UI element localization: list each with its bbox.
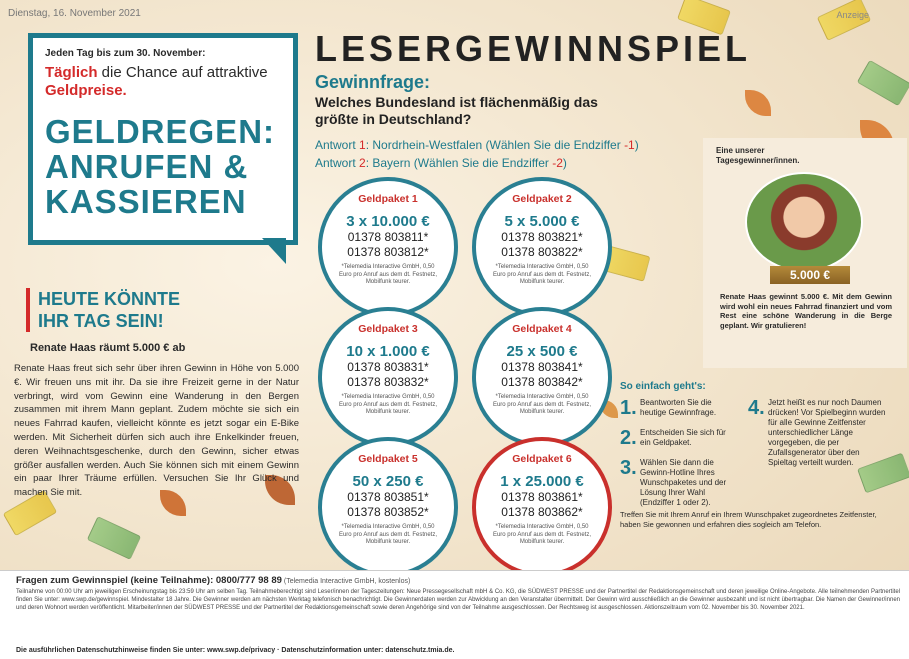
step-text: Beantworten Sie die heutige Gewinnfrage. [640, 398, 717, 417]
package-fineprint: *Telemedia Interactive GmbH, 0,50 Euro pro Anruf aus dem dt. Festnetz, Mobilfunk teurer. [492, 524, 592, 545]
hotline-number: 01378 803842* [501, 375, 583, 389]
winner-caption: Eine unserer Tagesgewinner/innen. [716, 146, 800, 165]
package-circle-6 [472, 437, 612, 577]
package-circle-1 [318, 177, 458, 317]
answer-text: : Bayern (Wählen Sie die Endziffer [365, 156, 553, 170]
step-number: 4. [748, 397, 765, 419]
ad-label: Anzeige [836, 10, 869, 20]
hotline-number: 01378 803841* [501, 360, 583, 374]
promo-headline-line3: KASSIEREN [45, 183, 247, 220]
package-circle-4 [472, 307, 612, 447]
speech-bubble-tail [262, 238, 286, 264]
package-label: Geldpaket 4 [512, 323, 572, 335]
story-heading [26, 288, 286, 332]
question-label: Gewinnfrage: [315, 72, 431, 92]
package-circle-3 [318, 307, 458, 447]
winner-amount-ribbon: 5.000 € [770, 266, 850, 284]
promo-headline [45, 114, 295, 219]
promo-box [28, 33, 298, 245]
package-amount: 5 x 5.000 € [504, 213, 580, 230]
promo-chance-mid: die Chance auf attraktive [97, 64, 268, 81]
issue-date: Dienstag, 16. November 2021 [8, 8, 141, 19]
answer-number: 2 [359, 156, 366, 170]
story-heading-line2: IHR TAG SEIN! [38, 311, 164, 331]
package-fineprint: *Telemedia Interactive GmbH, 0,50 Euro pro Anruf aus dem dt. Festnetz, Mobilfunk teurer. [338, 524, 438, 545]
hotline-number: 01378 803862* [501, 505, 583, 519]
winner-photo [745, 172, 863, 272]
story-lead: Renate Haas räumt 5.000 € ab [30, 342, 186, 354]
package-amount: 3 x 10.000 € [346, 213, 430, 230]
promo-subtitle: Jeden Tag bis zum 30. November: [45, 48, 206, 59]
package-label: Geldpaket 1 [358, 193, 418, 205]
leaf-decoration [745, 90, 771, 116]
package-label: Geldpaket 3 [358, 323, 418, 335]
answer-code: -1 [624, 138, 635, 152]
hotline-number: 01378 803811* [347, 230, 429, 244]
package-amount: 1 x 25.000 € [500, 473, 584, 490]
footer-hotline: Fragen zum Gewinnspiel (keine Teilnahme): 0800/777 98 89 [16, 575, 282, 586]
hotline-number: 01378 803851* [347, 490, 429, 504]
banknote-decoration [817, 0, 871, 41]
hotline-number: 01378 803831* [347, 360, 429, 374]
footer-heading [16, 575, 410, 586]
hotline-number: 01378 803822* [501, 245, 583, 259]
page-title: LESERGEWINNSPIEL [315, 28, 752, 69]
step-number: 3. [620, 457, 637, 479]
hotline-number: 01378 803812* [347, 245, 429, 259]
step-4 [748, 398, 888, 468]
promo-headline-line1: GELDREGEN: [45, 113, 276, 150]
promo-headline-line2: ANRUFEN & [45, 148, 249, 185]
step-number: 1. [620, 397, 637, 419]
answer-text: : Nordrhein-Westfalen (Wählen Sie die Endziffer [365, 138, 625, 152]
footer-legal: Teilnahme von 00:00 Uhr am jeweiligen Erscheinungstag bis 23:59 Uhr am selben Tag. Teilnahmeberechtigt sind Leser/innen der Tageszeitungen: Neue Pressegesellschaft mbH & Co. KG, die SÜDWEST PRESSE und der Partnertitel der Redaktionsgemeinschaft und deren jeweilige Online-Angebote. Alle teilnehmenden Partnertitel finden Sie unter: www.swp.de/gewinnspiel. Mindestalter 18 Jahre. Die Gewinner werden am nächsten Werktag telefonisch benachrichtigt. Die Gewinnerdaten werden zur Abwicklung an den Veranstalter übermittelt. Der Gewinn wird ausschließlich an die Gewinner ausbezahlt und ist nicht übertragbar. Die Namen der Gewinner/innen und deren Wohnort werden veröffentlicht. Mitarbeiter/innen der SÜDWEST PRESSE und der Partnertitel der Redaktionsgemeinschaft sowie deren Angehörige sind von der Teilnahme ausgeschlossen. Der Rechtsweg ist ausgeschlossen. Aktionszeitraum vom 02. November bis 30. November 2021. [16, 589, 900, 612]
hotline-number: 01378 803861* [501, 490, 583, 504]
promo-chance-word2: Geldpreise. [45, 82, 127, 99]
package-label: Geldpaket 5 [358, 453, 418, 465]
package-amount: 25 x 500 € [506, 343, 578, 360]
package-fineprint: *Telemedia Interactive GmbH, 0,50 Euro pro Anruf aus dem dt. Festnetz, Mobilfunk teurer. [338, 394, 438, 415]
how-final: Treffen Sie mit Ihrem Anruf ein Ihrem Wunschpaket zugeordnetes Zeitfenster, haben Sie gewonnen und erfahren dies sogleich am Telefon. [620, 510, 877, 529]
answer-code: -2 [552, 156, 563, 170]
hotline-number: 01378 803821* [501, 230, 583, 244]
banknote-decoration [857, 60, 909, 107]
answer-number: 1 [359, 138, 366, 152]
how-title: So einfach geht's: [620, 381, 706, 392]
answer-2 [315, 156, 567, 170]
promo-chance-word1: Täglich [45, 64, 98, 81]
step-text: Wählen Sie dann die Gewinn-Hotline Ihres Wunschpaketes und der Lösung Ihrer Wahl (Endziffer 1 oder 2). [640, 458, 727, 507]
step-3 [620, 458, 740, 508]
footer-hotline-note: (Telemedia Interactive GmbH, kostenlos) [281, 578, 411, 585]
package-label: Geldpaket 2 [512, 193, 572, 205]
package-fineprint: *Telemedia Interactive GmbH, 0,50 Euro pro Anruf aus dem dt. Festnetz, Mobilfunk teurer. [338, 264, 438, 285]
package-fineprint: *Telemedia Interactive GmbH, 0,50 Euro pro Anruf aus dem dt. Festnetz, Mobilfunk teurer. [492, 394, 592, 415]
package-amount: 10 x 1.000 € [346, 343, 430, 360]
package-label: Geldpaket 6 [512, 453, 572, 465]
hotline-number: 01378 803852* [347, 505, 429, 519]
step-text: Jetzt heißt es nur noch Daumen drücken! Vor Spielbeginn wurden für alle Gewinne Zeitfenster unterschiedlicher Länge vorgegeben, die per Zufallsgenerator über den Spieltag verteilt wurden. [768, 398, 886, 467]
answer-close: ) [634, 138, 639, 152]
step-number: 2. [620, 427, 637, 449]
hotline-number: 01378 803832* [347, 375, 429, 389]
promo-chance [45, 64, 285, 100]
winner-text: Renate Haas gewinnt 5.000 €. Mit dem Gewinn wird wohl ein neues Fahrrad finanziert und vom Rest eine schöne Wanderung in die Berge geplant. Wir gratulieren! [720, 292, 892, 330]
story-heading-line1: HEUTE KÖNNTE [38, 289, 181, 309]
banknote-decoration [87, 516, 141, 560]
step-text: Entscheiden Sie sich für ein Geldpaket. [640, 428, 726, 447]
answer-close: ) [562, 156, 567, 170]
question-text: Welches Bundesland ist flächenmäßig das größte in Deutschland? [315, 94, 598, 127]
answer-prefix: Antwort [315, 156, 360, 170]
package-amount: 50 x 250 € [352, 473, 424, 490]
package-circle-2 [472, 177, 612, 317]
package-fineprint: *Telemedia Interactive GmbH, 0,50 Euro pro Anruf aus dem dt. Festnetz, Mobilfunk teurer. [492, 264, 592, 285]
step-1 [620, 398, 730, 418]
package-circle-5 [318, 437, 458, 577]
footer-privacy[interactable]: Die ausführlichen Datenschutzhinweise finden Sie unter: www.swp.de/privacy · Datenschutzinformation unter: datenschutz.tmia.de. [16, 647, 455, 654]
answer-1 [315, 138, 639, 152]
step-2 [620, 428, 730, 448]
story-body: Renate Haas freut sich sehr über ihren Gewinn in Höhe von 5.000 €. Wir freuen uns mit ihr. Da sie ihre Freizeit gerne in der Natur verbringt, wird vom Gewinn eine Wanderung in den Bergen zusammen mit ihrem Mann geplant. Zudem möchte sie sich ein neues Fahrrad kaufen, vielleicht könnte es jetzt sogar ein E-Bike werden. Mit Sicherheit dürfen sich auch ihre Enkelkinder freuen, deren Weihnachtsgeschenke, durch den Gewinn, sicher etwas größer ausfallen werden. Auch Sie können sich mit einem Gewinn ein paar Ihrer Träume erfüllen. Versuchen Sie Ihr Glück und machen Sie mit. [14, 363, 299, 499]
answer-prefix: Antwort [315, 138, 360, 152]
